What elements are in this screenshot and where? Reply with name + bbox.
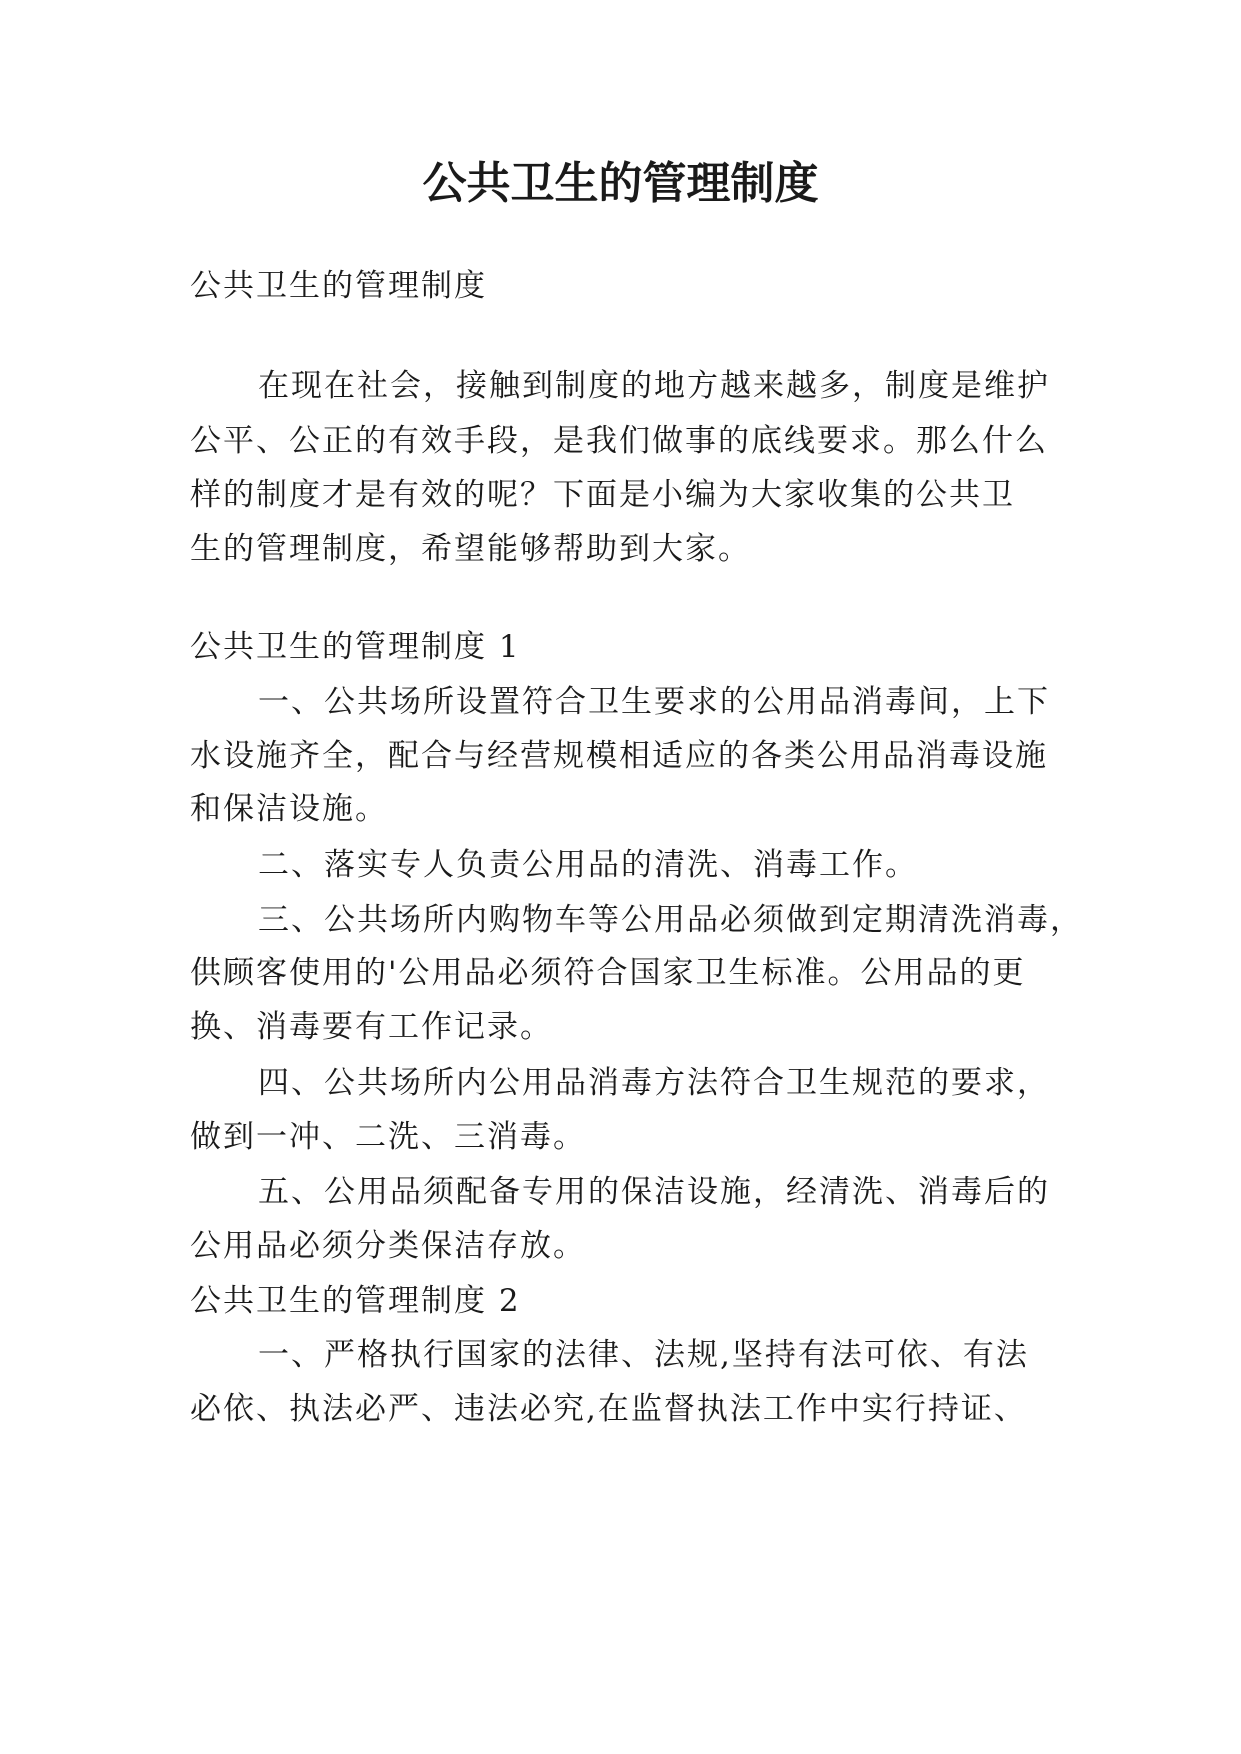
section-heading: 公共卫生的管理制度 1 <box>190 629 521 665</box>
paragraph-line: 供顾客使用的'公用品必须符合国家卫生标准。公用品的更 <box>190 955 1026 991</box>
paragraph-line: 必依、执法必严、违法必究,在监督执法工作中实行持证、 <box>190 1391 1027 1427</box>
paragraph-line: 五、公用品须配备专用的保洁设施，经清洗、消毒后的 <box>258 1174 1050 1210</box>
document-title: 公共卫生的管理制度 <box>422 158 819 209</box>
document-subtitle: 公共卫生的管理制度 <box>190 268 487 304</box>
section-heading: 公共卫生的管理制度 2 <box>190 1283 521 1319</box>
paragraph-line: 一、严格执行国家的法律、法规,坚持有法可依、有法 <box>258 1337 1029 1373</box>
paragraph-line: 做到一冲、二洗、三消毒。 <box>190 1119 586 1155</box>
paragraph-line: 和保洁设施。 <box>190 791 388 827</box>
paragraph-line: 四、公共场所内公用品消毒方法符合卫生规范的要求， <box>258 1065 1050 1101</box>
paragraph-line: 公用品必须分类保洁存放。 <box>190 1228 586 1264</box>
intro-line: 生的管理制度，希望能够帮助到大家。 <box>190 531 751 567</box>
intro-line: 样的制度才是有效的呢？下面是小编为大家收集的公共卫 <box>190 477 1015 513</box>
paragraph-line: 一、公共场所设置符合卫生要求的公用品消毒间，上下 <box>258 684 1050 720</box>
paragraph-line: 二、落实专人负责公用品的清洗、消毒工作。 <box>258 847 918 883</box>
paragraph-line: 水设施齐全，配合与经营规模相适应的各类公用品消毒设施 <box>190 738 1048 774</box>
intro-line: 在现在社会，接触到制度的地方越来越多，制度是维护 <box>258 368 1050 404</box>
intro-line: 公平、公正的有效手段，是我们做事的底线要求。那么什么 <box>190 423 1048 459</box>
paragraph-line: 换、消毒要有工作记录。 <box>190 1009 553 1045</box>
paragraph-line: 三、公共场所内购物车等公用品必须做到定期清洗消毒， <box>258 902 1083 938</box>
